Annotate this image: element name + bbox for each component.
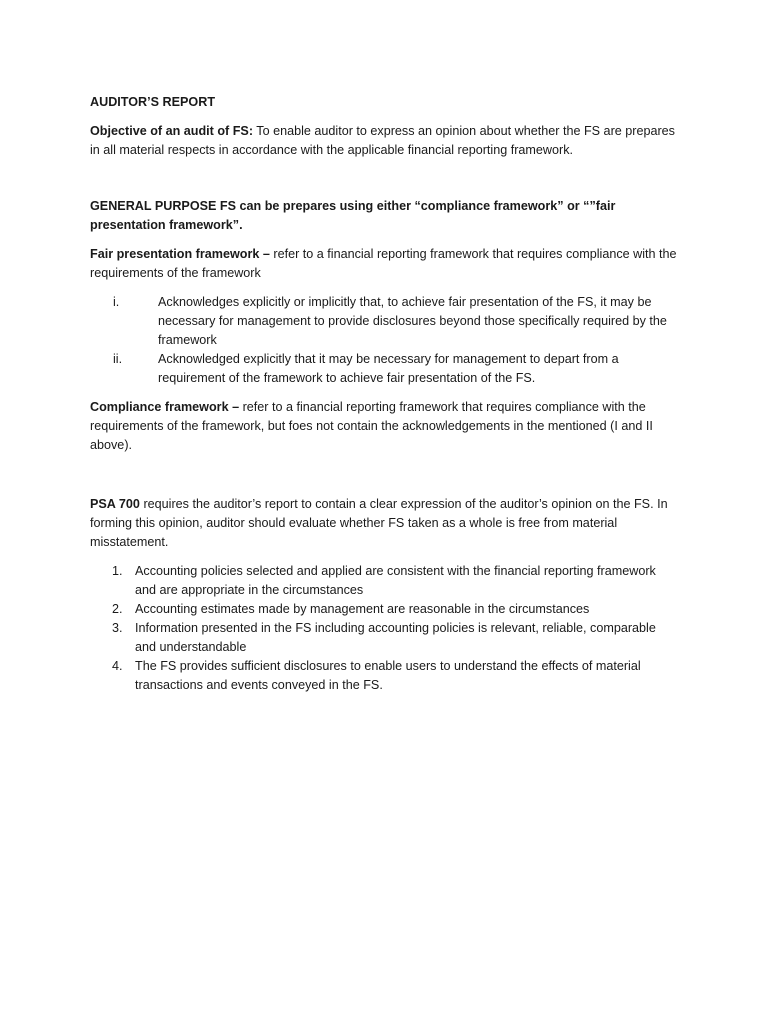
list-marker: 2. bbox=[112, 602, 123, 616]
list-marker: 1. bbox=[112, 564, 123, 578]
list-item bbox=[90, 350, 680, 388]
list-item-text: Accounting estimates made by management are reasonable in the circumstances bbox=[135, 602, 590, 616]
psa-paragraph bbox=[90, 495, 680, 552]
fair-presentation-text: refer to a financial reporting framework that requires compliance with the requirements of the framework bbox=[90, 247, 677, 280]
objective-label: Objective of an audit of FS: bbox=[90, 124, 254, 138]
list-item-text: Acknowledges explicitly or implicitly that, to achieve fair presentation of the FS, it may be necessary for management to provide disclosures beyond those specifically required by the framework bbox=[158, 295, 667, 347]
list-item-text: Acknowledged explicitly that it may be necessary for management to depart from a requirement of the framework to achieve fair presentation of the FS. bbox=[158, 352, 619, 385]
fair-presentation-paragraph bbox=[90, 245, 680, 283]
list-item bbox=[90, 600, 680, 619]
objective-text: To enable auditor to express an opinion about whether the FS are prepares in all material respects in accordance with the applicable financial reporting framework. bbox=[90, 124, 675, 157]
list-marker: ii. bbox=[113, 352, 123, 366]
spacer bbox=[90, 465, 680, 495]
list-marker: 4. bbox=[112, 659, 123, 673]
general-purpose-heading: GENERAL PURPOSE FS can be prepares using either “compliance framework” or “”fair presentation framework”. bbox=[90, 199, 616, 232]
list-item-text: Information presented in the FS including accounting policies is relevant, reliable, comparable and understandable bbox=[135, 621, 656, 654]
list-item-text: The FS provides sufficient disclosures to enable users to understand the effects of material transactions and events conveyed in the FS. bbox=[135, 659, 641, 692]
roman-list bbox=[90, 293, 680, 388]
psa-label: PSA 700 bbox=[90, 497, 140, 511]
psa-text: requires the auditor’s report to contain a clear expression of the auditor’s opinion on the FS. In forming this opinion, auditor should evaluate whether FS taken as a whole is free from material misstatement. bbox=[90, 497, 668, 549]
list-marker: i. bbox=[113, 295, 120, 309]
list-item bbox=[90, 657, 680, 695]
objective-paragraph bbox=[90, 122, 680, 160]
fair-presentation-label: Fair presentation framework – bbox=[90, 247, 270, 261]
compliance-text: refer to a financial reporting framework that requires compliance with the requirements of the framework, but foes not contain the acknowledgements in the mentioned (I and II above). bbox=[90, 400, 653, 452]
numbered-list bbox=[90, 562, 680, 695]
list-item-text: Accounting policies selected and applied are consistent with the financial reporting framework and are appropriate in the circumstances bbox=[135, 564, 656, 597]
compliance-paragraph bbox=[90, 398, 680, 455]
compliance-label: Compliance framework – bbox=[90, 400, 240, 414]
document-page bbox=[90, 93, 680, 705]
list-item bbox=[90, 562, 680, 600]
document-title: AUDITOR’S REPORT bbox=[90, 95, 216, 109]
list-item bbox=[90, 619, 680, 657]
list-item bbox=[90, 293, 680, 350]
spacer bbox=[90, 170, 680, 197]
list-marker: 3. bbox=[112, 621, 123, 635]
